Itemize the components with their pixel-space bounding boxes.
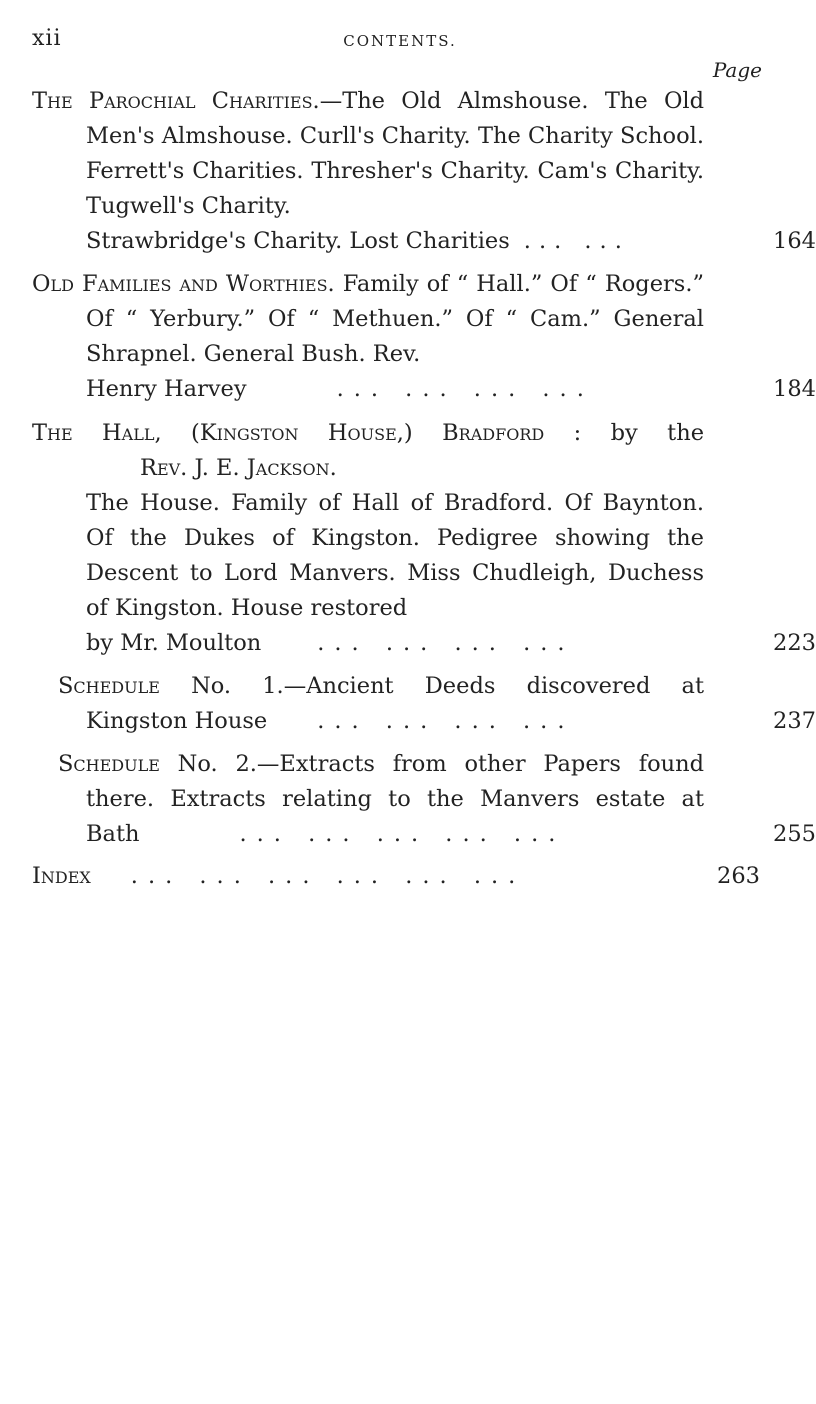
toc-entry-page: 184 [773,376,816,402]
toc-entry-text [58,669,760,704]
toc-entry-author: Rev. J. E. Jackson. [140,455,337,481]
toc-entry-parochial-charities[interactable] [32,84,816,259]
page-column-label: Page [712,58,762,82]
dot-leaders: ... ... ... ... [336,376,594,402]
toc-entry-last-line [58,704,816,739]
toc-entry-text [58,747,760,817]
dot-leaders: ... ... ... ... ... ... [130,863,526,889]
page-number: xii [32,26,62,51]
toc-entry-text [32,84,760,224]
toc-entry-text [32,416,760,451]
toc-entry-page: 164 [773,228,816,254]
toc-entry-kingston-house[interactable] [32,416,816,661]
toc-entry-title: Old Families and Worthies. [32,271,335,297]
toc-entry-description: No. 1.—Ancient Deeds discovered at [159,673,704,699]
toc-entry-last-line [32,626,816,661]
dot-leaders: ... ... ... ... [317,630,575,656]
dot-leaders: ... ... [523,228,630,254]
toc-entry-last-text: by Mr. Moulton [86,630,262,656]
toc-entry-page: 237 [773,708,816,734]
toc-entry-page: 255 [773,821,816,847]
toc-entry-last-line [32,224,816,259]
toc-entry-text [32,267,760,372]
toc-entry-title: Schedule [58,673,160,699]
toc-entry-last-text: Henry Harvey [86,376,247,402]
toc-entry-last-text: Kingston House [86,708,268,734]
toc-entry-page: 223 [773,630,816,656]
toc-entry-schedule-2[interactable] [58,747,816,852]
dot-leaders: ... ... ... ... ... [239,821,566,847]
toc-entry-description: —The Old Almshouse. The Old Men's Almshouse. Curll's Charity. The Charity School. Ferrett's Charities. Thresher's Charity. Cam's Charity. Tugwell's Charity. [86,88,704,219]
toc-entry-page: 263 [717,863,760,889]
toc-entry-description: No. 2.—Extracts from other Papers found there. Extracts relating to the Manvers estate at [86,751,704,812]
toc-entry-last-line [58,817,816,852]
toc-entry-last-text: Strawbridge's Charity. Lost Charities [86,228,510,254]
dot-leaders: ... ... ... ... [317,708,575,734]
toc-entry-title: Index [32,863,91,889]
running-head: CONTENTS. [343,32,457,50]
toc-entry-description: Family of “ Hall.” Of “ Rogers.” Of “ Yerbury.” Of “ Methuen.” Of “ Cam.” General Shrapnel. General Bush. Rev. [86,271,704,367]
toc-entry-title: The Hall, (Kingston House,) Bradford [32,420,545,446]
toc-entry-title: The Parochial Charities. [32,88,320,114]
toc-entry-description: : by the [544,420,705,446]
toc-entry-schedule-1[interactable] [58,669,816,739]
toc-entry-last-text: Bath [86,821,140,847]
toc-entry-subdescription: The House. Family of Hall of Bradford. Of Baynton. Of the Dukes of Kingston. Pedigree showing the Descent to Lord Manvers. Miss Chudleigh, Duchess of Kingston. House restored [86,490,704,621]
toc-entry-last-line [32,859,760,894]
toc-entry-old-families[interactable] [32,267,816,407]
toc-entry-last-line [32,372,816,407]
toc-entry-title: Schedule [58,751,160,777]
toc-entry-index[interactable] [32,859,760,894]
